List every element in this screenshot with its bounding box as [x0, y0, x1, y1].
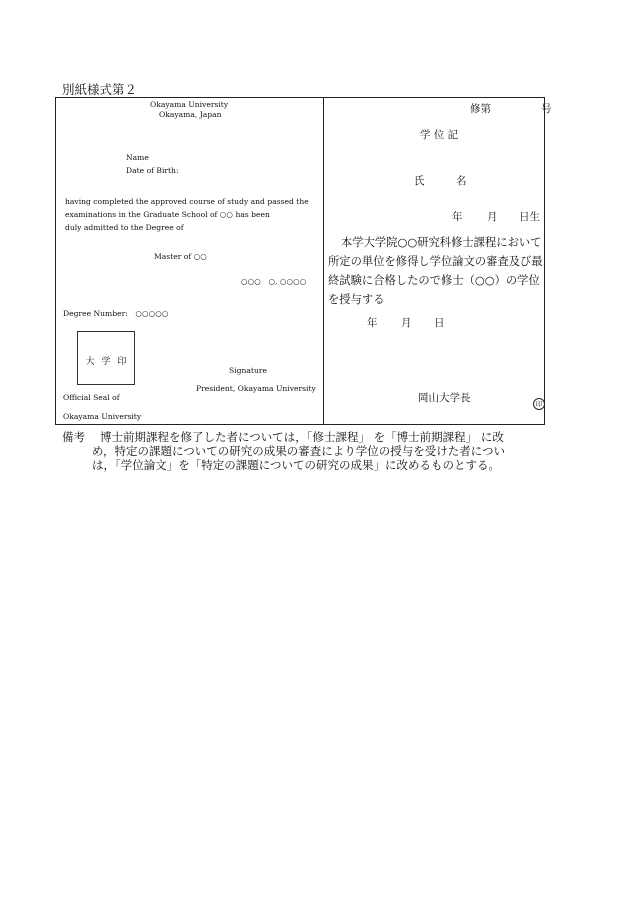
remarks-line-2: め，特定の課題についての研究の成果の審査により学位の授与を受けた者につい [92, 444, 506, 458]
english-degree-number: Degree Number: ○○○○○ [63, 309, 169, 318]
english-signature-label: Signature [229, 366, 267, 375]
remarks-line-1: 博士前期課程を修了した者については，「修士課程」 を「博士前期課程」 に改 [100, 430, 504, 444]
english-body-line-2: examinations in the Graduate School of ○○ has been [65, 210, 270, 219]
remarks-line-3: は，「学位論文」を「特定の課題についての研究の成果」に改めるものとする。 [92, 458, 501, 472]
english-official-seal-line-2: Okayama University [63, 412, 142, 421]
jp-issue-year: 年 [367, 317, 378, 329]
center-divider [323, 97, 324, 425]
jp-number-suffix: 号 [541, 103, 552, 115]
jp-issue-month: 月 [401, 317, 412, 329]
jp-president: 岡山大学長 [418, 392, 471, 404]
english-university: Okayama University [150, 100, 229, 109]
english-dob-label: Date of Birth: [126, 166, 179, 175]
jp-body-line-2: 所定の単位を修得し学位論文の審査及び最 [328, 255, 543, 268]
jp-issue-day: 日 [434, 317, 445, 329]
jp-name-label: 氏 名 [414, 175, 467, 187]
jp-body-line-1: 本学大学院○○研究科修士課程において [341, 236, 542, 249]
english-date: ○○○ ○, ○○○○ [241, 277, 307, 286]
university-seal-box [77, 331, 135, 385]
university-seal-text: 大 学 印 [85, 357, 129, 367]
english-official-seal-line-1: Official Seal of [63, 393, 120, 402]
jp-birth-month: 月 [487, 211, 498, 223]
english-president: President, Okayama University [196, 384, 316, 393]
english-degree: Master of ○○ [154, 252, 207, 261]
jp-number-prefix: 修第 [470, 103, 491, 115]
english-location: Okayama, Japan [159, 110, 222, 119]
jp-body-line-4: を授与する [328, 293, 385, 306]
english-name-label: Name [126, 153, 149, 162]
president-stamp-icon [533, 391, 545, 410]
english-body-line-3: duly admitted to the Degree of [65, 223, 184, 232]
english-body-line-1: having completed the approved course of study and passed the [65, 197, 309, 206]
form-label: 別紙様式第２ [62, 82, 138, 97]
president-stamp-glyph: 印 [533, 398, 545, 410]
remarks-label: 備考 [62, 430, 85, 444]
jp-title: 学 位 記 [420, 129, 459, 141]
jp-body-line-3: 終試験に合格したので修士（○○）の学位 [328, 274, 540, 287]
jp-birth-year: 年 [452, 211, 463, 223]
jp-birth-day: 日生 [519, 211, 540, 223]
